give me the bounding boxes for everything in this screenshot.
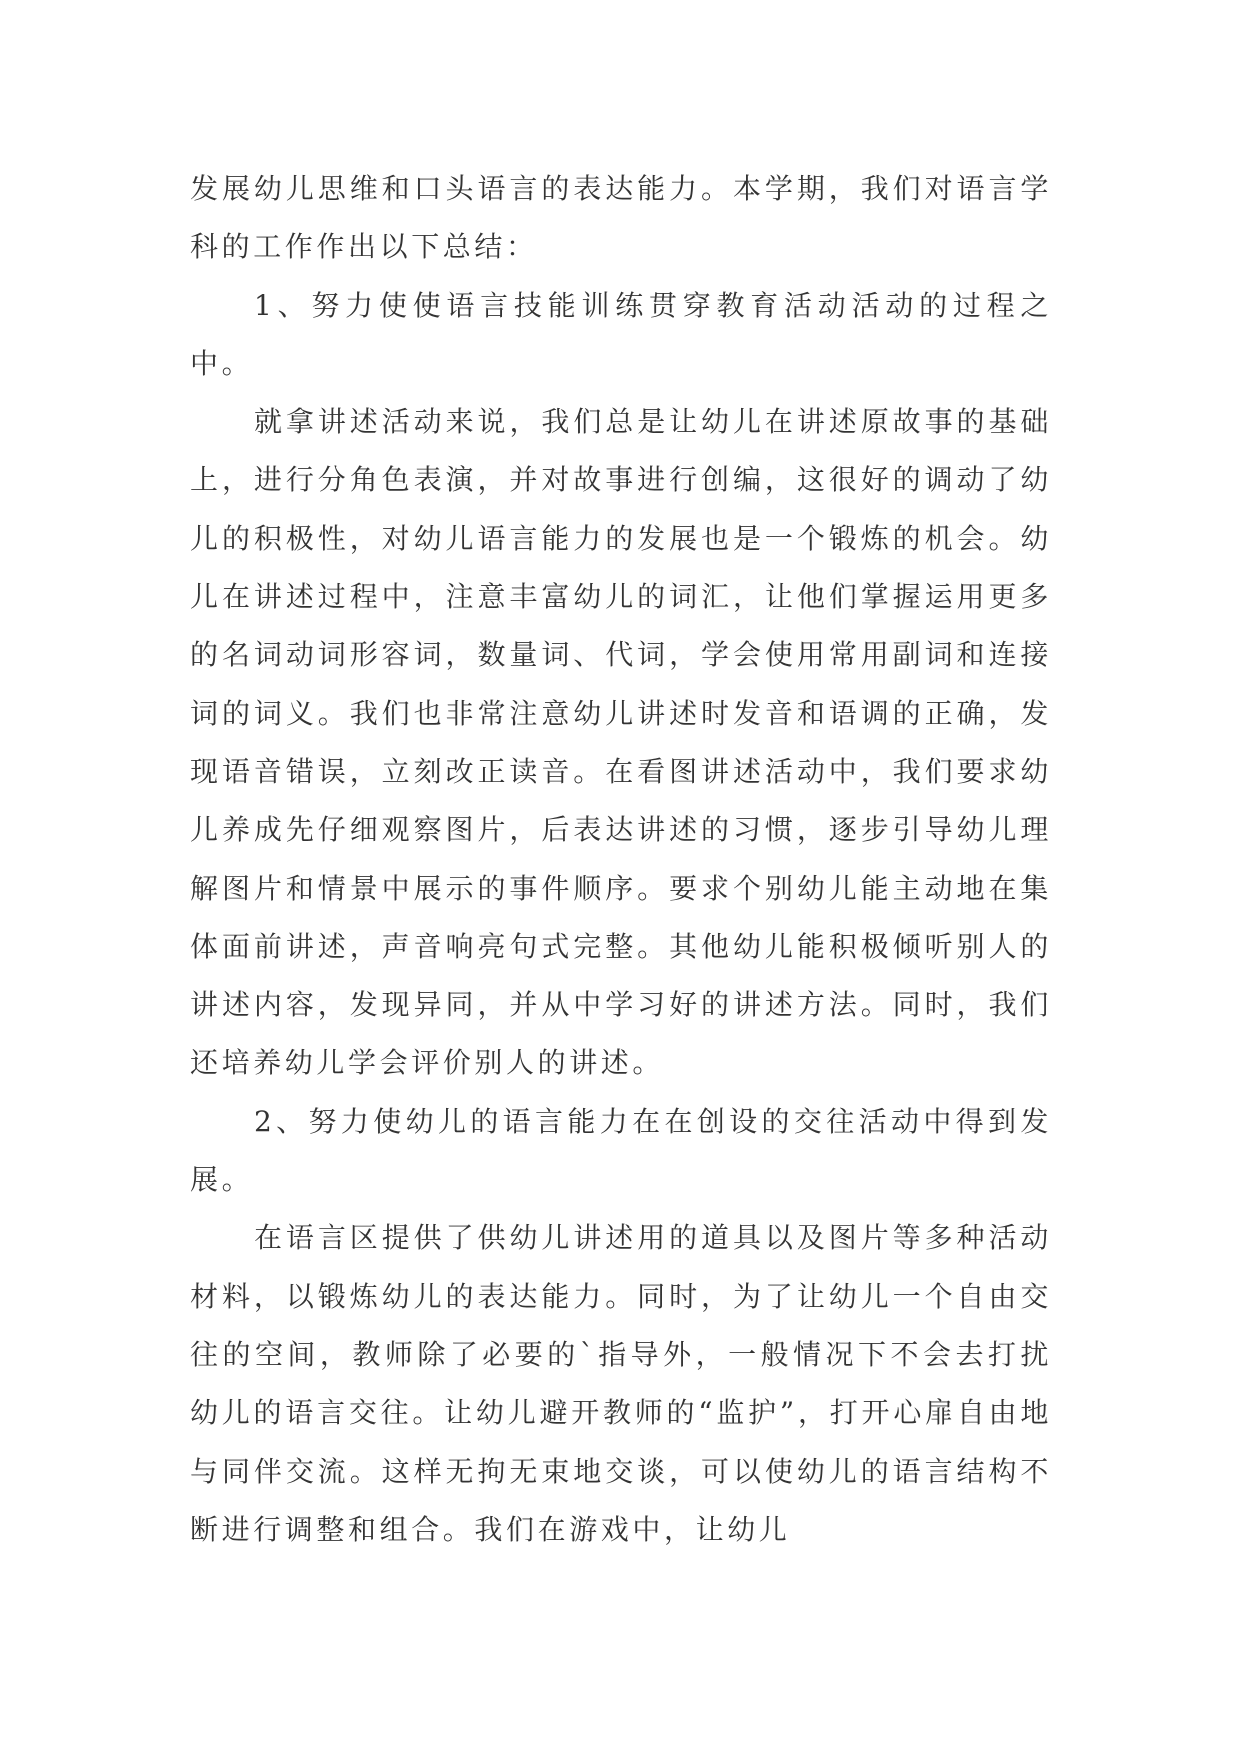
paragraph-point-1-body: 就拿讲述活动来说，我们总是让幼儿在讲述原故事的基础上，进行分角色表演，并对故事进行创编，这很好的调动了幼儿的积极性，对幼儿语言能力的发展也是一个锻炼的机会。幼儿在讲述过程中，注意丰富幼儿的词汇，让他们掌握运用更多的名词动词形容词，数量词、代词，学会使用常用副词和连接词的词义。我们也非常注意幼儿讲述时发音和语调的正确，发现语音错误，立刻改正读音。在看图讲述活动中，我们要求幼儿养成先仔细观察图片，后表达讲述的习惯，逐步引导幼儿理解图片和情景中展示的事件顺序。要求个别幼儿能主动地在集体面前讲述，声音响亮句式完整。其他幼儿能积极倾听别人的讲述内容，发现异同，并从中学习好的讲述方法。同时，我们还培养幼儿学会评价别人的讲述。 [190, 405, 1052, 1080]
paragraph-intro: 发展幼儿思维和口头语言的表达能力。本学期，我们对语言学科的工作作出以下总结： [190, 172, 1052, 264]
paragraph-point-1-heading: 1、努力使使语言技能训练贯穿教育活动活动的过程之中。 [190, 288, 1052, 380]
paragraph-point-2-body: 在语言区提供了供幼儿讲述用的道具以及图片等多种活动材料，以锻炼幼儿的表达能力。同时，为了让幼儿一个自由交往的空间，教师除了必要的`指导外，一般情况下不会去打扰幼儿的语言交往。让幼儿避开教师的“监护”，打开心扉自由地与同伴交流。这样无拘无束地交谈，可以使幼儿的语言结构不断进行调整和组合。我们在游戏中，让幼儿 [190, 1221, 1052, 1546]
paragraph-point-2-heading: 2、努力使幼儿的语言能力在在创设的交往活动中得到发展。 [190, 1104, 1052, 1197]
document-body [190, 160, 1052, 1559]
